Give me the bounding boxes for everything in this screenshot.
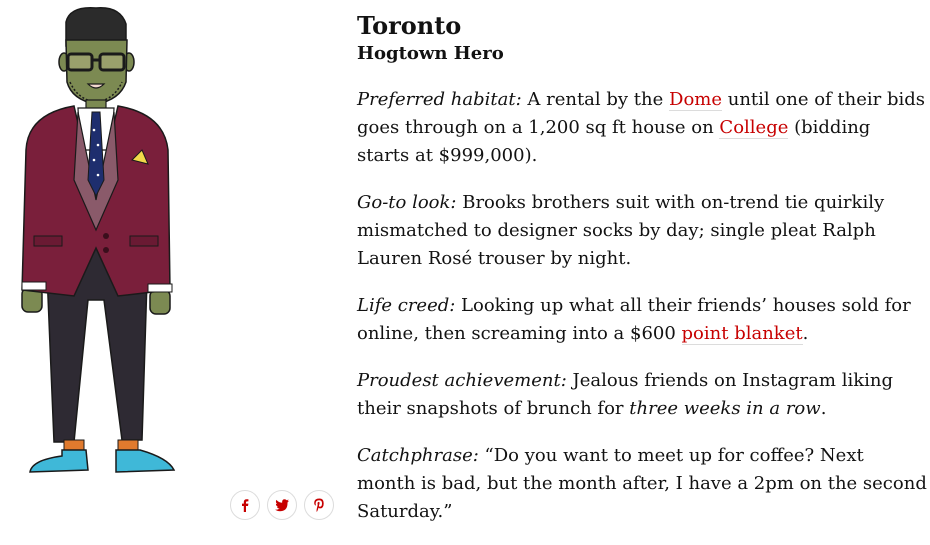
entry-text: “Do you want to meet up for coffee? Next month is bad, but the month after, I have a 2pm on the second Saturday.” bbox=[357, 445, 927, 522]
facebook-share-button[interactable] bbox=[230, 490, 260, 520]
pinterest-icon bbox=[311, 497, 327, 513]
entry-text: Brooks brothers suit with on-trend tie quirkily mismatched to designer socks by day; single pleat Ralph Lauren Rosé trouser by night. bbox=[357, 192, 885, 269]
entry-label: Go-to look: bbox=[357, 192, 457, 213]
entry-text: Jealous friends on Instagram liking their snapshots of brunch for bbox=[357, 370, 893, 419]
college-link[interactable]: College bbox=[719, 117, 789, 138]
dome-link[interactable]: Dome bbox=[669, 89, 723, 110]
twitter-icon bbox=[274, 497, 290, 513]
entry-label: Proudest achievement: bbox=[357, 370, 567, 391]
entry-preferred-habitat bbox=[357, 86, 927, 170]
entry-label: Catchphrase: bbox=[357, 445, 479, 466]
twitter-share-button[interactable] bbox=[267, 490, 297, 520]
share-buttons bbox=[230, 490, 334, 520]
entry-emphasis: three weeks in a row bbox=[629, 398, 821, 419]
entry-text: . bbox=[802, 323, 809, 344]
point-blanket-link[interactable]: point blanket bbox=[681, 323, 803, 344]
character-illustration bbox=[8, 0, 220, 495]
entry-life-creed bbox=[357, 292, 927, 348]
hogtown-hero-drawing bbox=[8, 0, 220, 495]
entry-label: Life creed: bbox=[357, 295, 456, 316]
entry-text: (bidding starts at $999,000). bbox=[357, 117, 871, 166]
profile-title: Toronto bbox=[357, 11, 462, 40]
profile-content bbox=[357, 10, 927, 545]
entry-catchphrase bbox=[357, 442, 927, 526]
profile-subtitle: Hogtown Hero bbox=[357, 43, 504, 64]
entry-proudest-achievement bbox=[357, 367, 927, 423]
pinterest-share-button[interactable] bbox=[304, 490, 334, 520]
entry-text: Looking up what all their friends’ houses sold for online, then screaming into a $600 bbox=[357, 295, 911, 344]
entry-text: . bbox=[820, 398, 827, 419]
facebook-icon bbox=[237, 497, 253, 513]
entry-label: Preferred habitat: bbox=[357, 89, 522, 110]
entry-text: until one of their bids goes through on a 1,200 sq ft house on bbox=[357, 89, 926, 138]
entry-go-to-look bbox=[357, 189, 927, 273]
entry-text: A rental by the bbox=[521, 89, 670, 110]
